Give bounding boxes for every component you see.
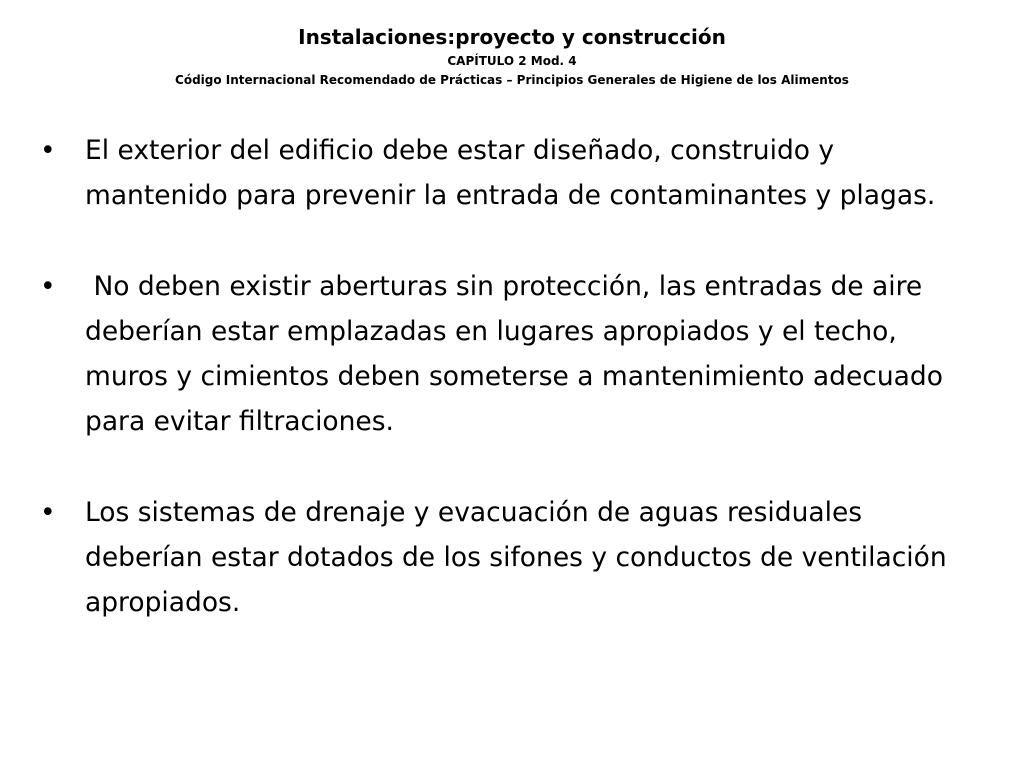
slide-header (0, 22, 1024, 90)
bullet-text: No deben existir aberturas sin protección, las entradas de aire deberían estar emplazadas en lugares apropiados y el techo, muros y cimientos deben someterse a mantenimiento adecuado para evitar filtraciones. (85, 271, 952, 437)
bullet-dot-icon: • (40, 135, 56, 166)
code-reference: Código Internacional Recomendado de Prácticas – Principios Generales de Higiene de los Alimentos (175, 73, 849, 87)
bullet-list (40, 128, 980, 625)
bullet-text: Los sistemas de drenaje y evacuación de aguas residuales deberían estar dotados de los sifones y conductos de ventilación apropiados. (85, 497, 947, 618)
page-title: Instalaciones:proyecto y construcción (298, 25, 726, 49)
bullet-item-drenaje (40, 490, 980, 625)
bullet-dot-icon: • (40, 497, 56, 528)
bullet-text: El exterior del edificio debe estar diseñado, construido y mantenido para prevenir la entrada de contaminantes y plagas. (85, 135, 936, 211)
bullet-dot-icon: • (40, 271, 56, 302)
bullet-item-aberturas (40, 264, 980, 444)
bullet-item-exterior (40, 128, 980, 218)
chapter-subtitle: CAPÍTULO 2 Mod. 4 (447, 54, 577, 68)
